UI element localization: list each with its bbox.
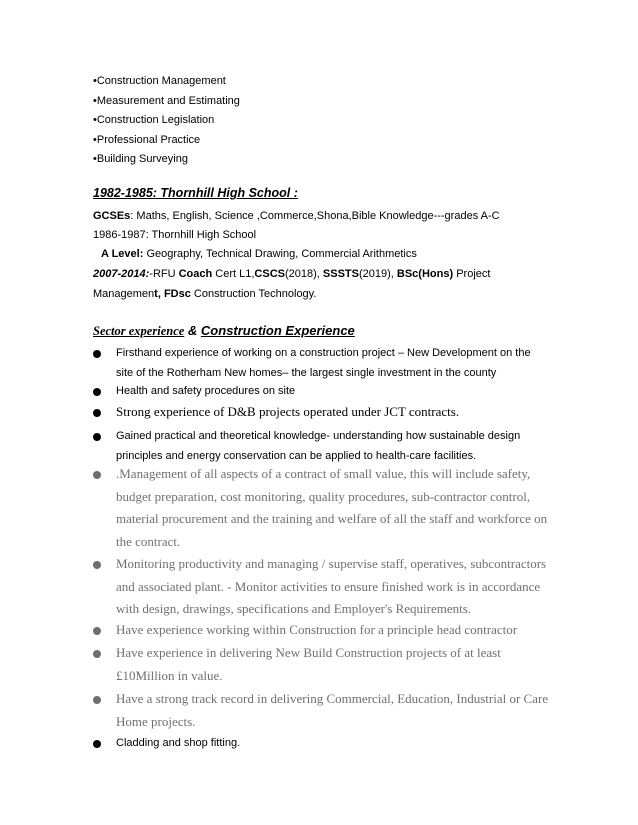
experience-item <box>116 344 546 383</box>
school-heading: 1982-1985: Thornhill High School : <box>93 186 298 200</box>
experience-line: .Management of all aspects of a contract of small value, this will include safety, <box>116 466 531 481</box>
bullet-icon <box>93 409 101 417</box>
alevel-text: Geography, Technical Drawing, Commercial Arithmetics <box>143 248 417 260</box>
experience-line: material procurement and the training and welfare of all the staff and workforce on <box>116 511 548 526</box>
experience-item <box>116 688 549 733</box>
experience-line: principles and energy conservation can be applied to health-care facilities. <box>116 449 477 462</box>
qualifications-line-1 <box>93 267 490 281</box>
module-item: •Building Surveying <box>93 153 188 166</box>
gcse-line <box>93 209 500 223</box>
sector-heading-part2: & <box>184 323 201 338</box>
bullet-icon <box>93 627 101 635</box>
sector-heading-part3: Construction Experience <box>200 323 355 338</box>
experience-item <box>116 427 546 466</box>
experience-line: Monitoring productivity and managing / supervise staff, operatives, subcontractors <box>116 556 547 571</box>
year-line: 1986-1987: Thornhill High School <box>93 229 257 241</box>
module-item: •Construction Legislation <box>93 114 215 127</box>
experience-item <box>116 382 546 402</box>
experience-line: Have experience working within Construction for a principle head contractor <box>116 622 518 637</box>
module-item: •Professional Practice <box>93 133 201 146</box>
experience-line: Strong experience of D&B projects operated under JCT contracts. <box>116 404 460 419</box>
experience-line: with design, drawings, specifications and Employer's Requirements. <box>116 601 472 616</box>
experience-item <box>116 401 546 424</box>
experience-line: Firsthand experience of working on a construction project – New Development on the <box>116 347 531 359</box>
bullet-icon <box>93 740 101 748</box>
bullet-icon <box>93 433 101 441</box>
experience-line: Gained practical and theoretical knowledge- understanding how sustainable design <box>116 430 521 442</box>
module-item: •Construction Management <box>93 75 226 87</box>
quals-project: Project <box>453 268 491 280</box>
alevel-line <box>101 247 417 261</box>
gcse-text: : Maths, English, Science ,Commerce,Shona,Bible Knowledge---grades A-C <box>130 210 500 222</box>
experience-line: and associated plant. - Monitor activities to ensure finished work is in accordance <box>116 578 541 594</box>
sector-heading <box>93 322 355 340</box>
quals-cscs-year: (2018), <box>284 268 323 280</box>
bullet-icon <box>93 471 101 479</box>
experience-line: the contract. <box>116 533 181 549</box>
quals-sssts: SSSTS <box>322 268 359 280</box>
quals-cert: Cert L1, <box>212 268 255 280</box>
course-modules-list <box>93 72 240 170</box>
quals-sssts-year: (2019), <box>358 268 397 280</box>
experience-item <box>116 734 546 754</box>
quals-rfu: -RFU <box>149 268 179 280</box>
qualifications-line-2 <box>93 287 316 301</box>
bullet-icon <box>93 388 101 396</box>
module-item: •Measurement and Estimating <box>93 94 240 107</box>
alevel-label: A Level: <box>101 248 144 260</box>
gcse-label: GCSEs <box>93 210 131 222</box>
quals-fdsc: FDsc <box>160 288 191 300</box>
experience-line: site of the Rotherham New homes– the largest single investment in the county <box>116 366 497 379</box>
experience-line: Home projects. <box>116 713 196 729</box>
bullet-icon <box>93 350 101 358</box>
quals-management: Managemen <box>93 288 155 300</box>
experience-line: £10Million in value. <box>116 667 223 683</box>
quals-cscs: CSCS <box>254 268 285 280</box>
experience-line: Have a strong track record in delivering Commercial, Education, Industrial or Care <box>116 691 549 706</box>
sector-heading-part1: Sector experience <box>93 324 185 338</box>
bullet-icon <box>93 696 101 704</box>
bullet-icon <box>93 561 101 569</box>
bullet-icon <box>93 650 101 658</box>
experience-line: Have experience in delivering New Build Construction projects of at least <box>116 645 501 660</box>
quals-coach: Coach <box>178 268 213 280</box>
quals-bsc: BSc(Hons) <box>396 268 454 280</box>
experience-item <box>116 553 546 621</box>
experience-line: budget preparation, cost monitoring, quality procedures, sub-contractor control, <box>116 488 531 504</box>
experience-line: Health and safety procedures on site <box>116 385 296 397</box>
experience-item <box>116 619 546 642</box>
experience-item <box>116 463 546 553</box>
quals-management-end: t, <box>154 288 161 300</box>
quals-construction-tech: Construction Technology. <box>190 288 317 300</box>
quals-years: 2007-2014: <box>93 268 150 280</box>
experience-item <box>116 642 546 687</box>
experience-line: Cladding and shop fitting. <box>116 737 241 749</box>
